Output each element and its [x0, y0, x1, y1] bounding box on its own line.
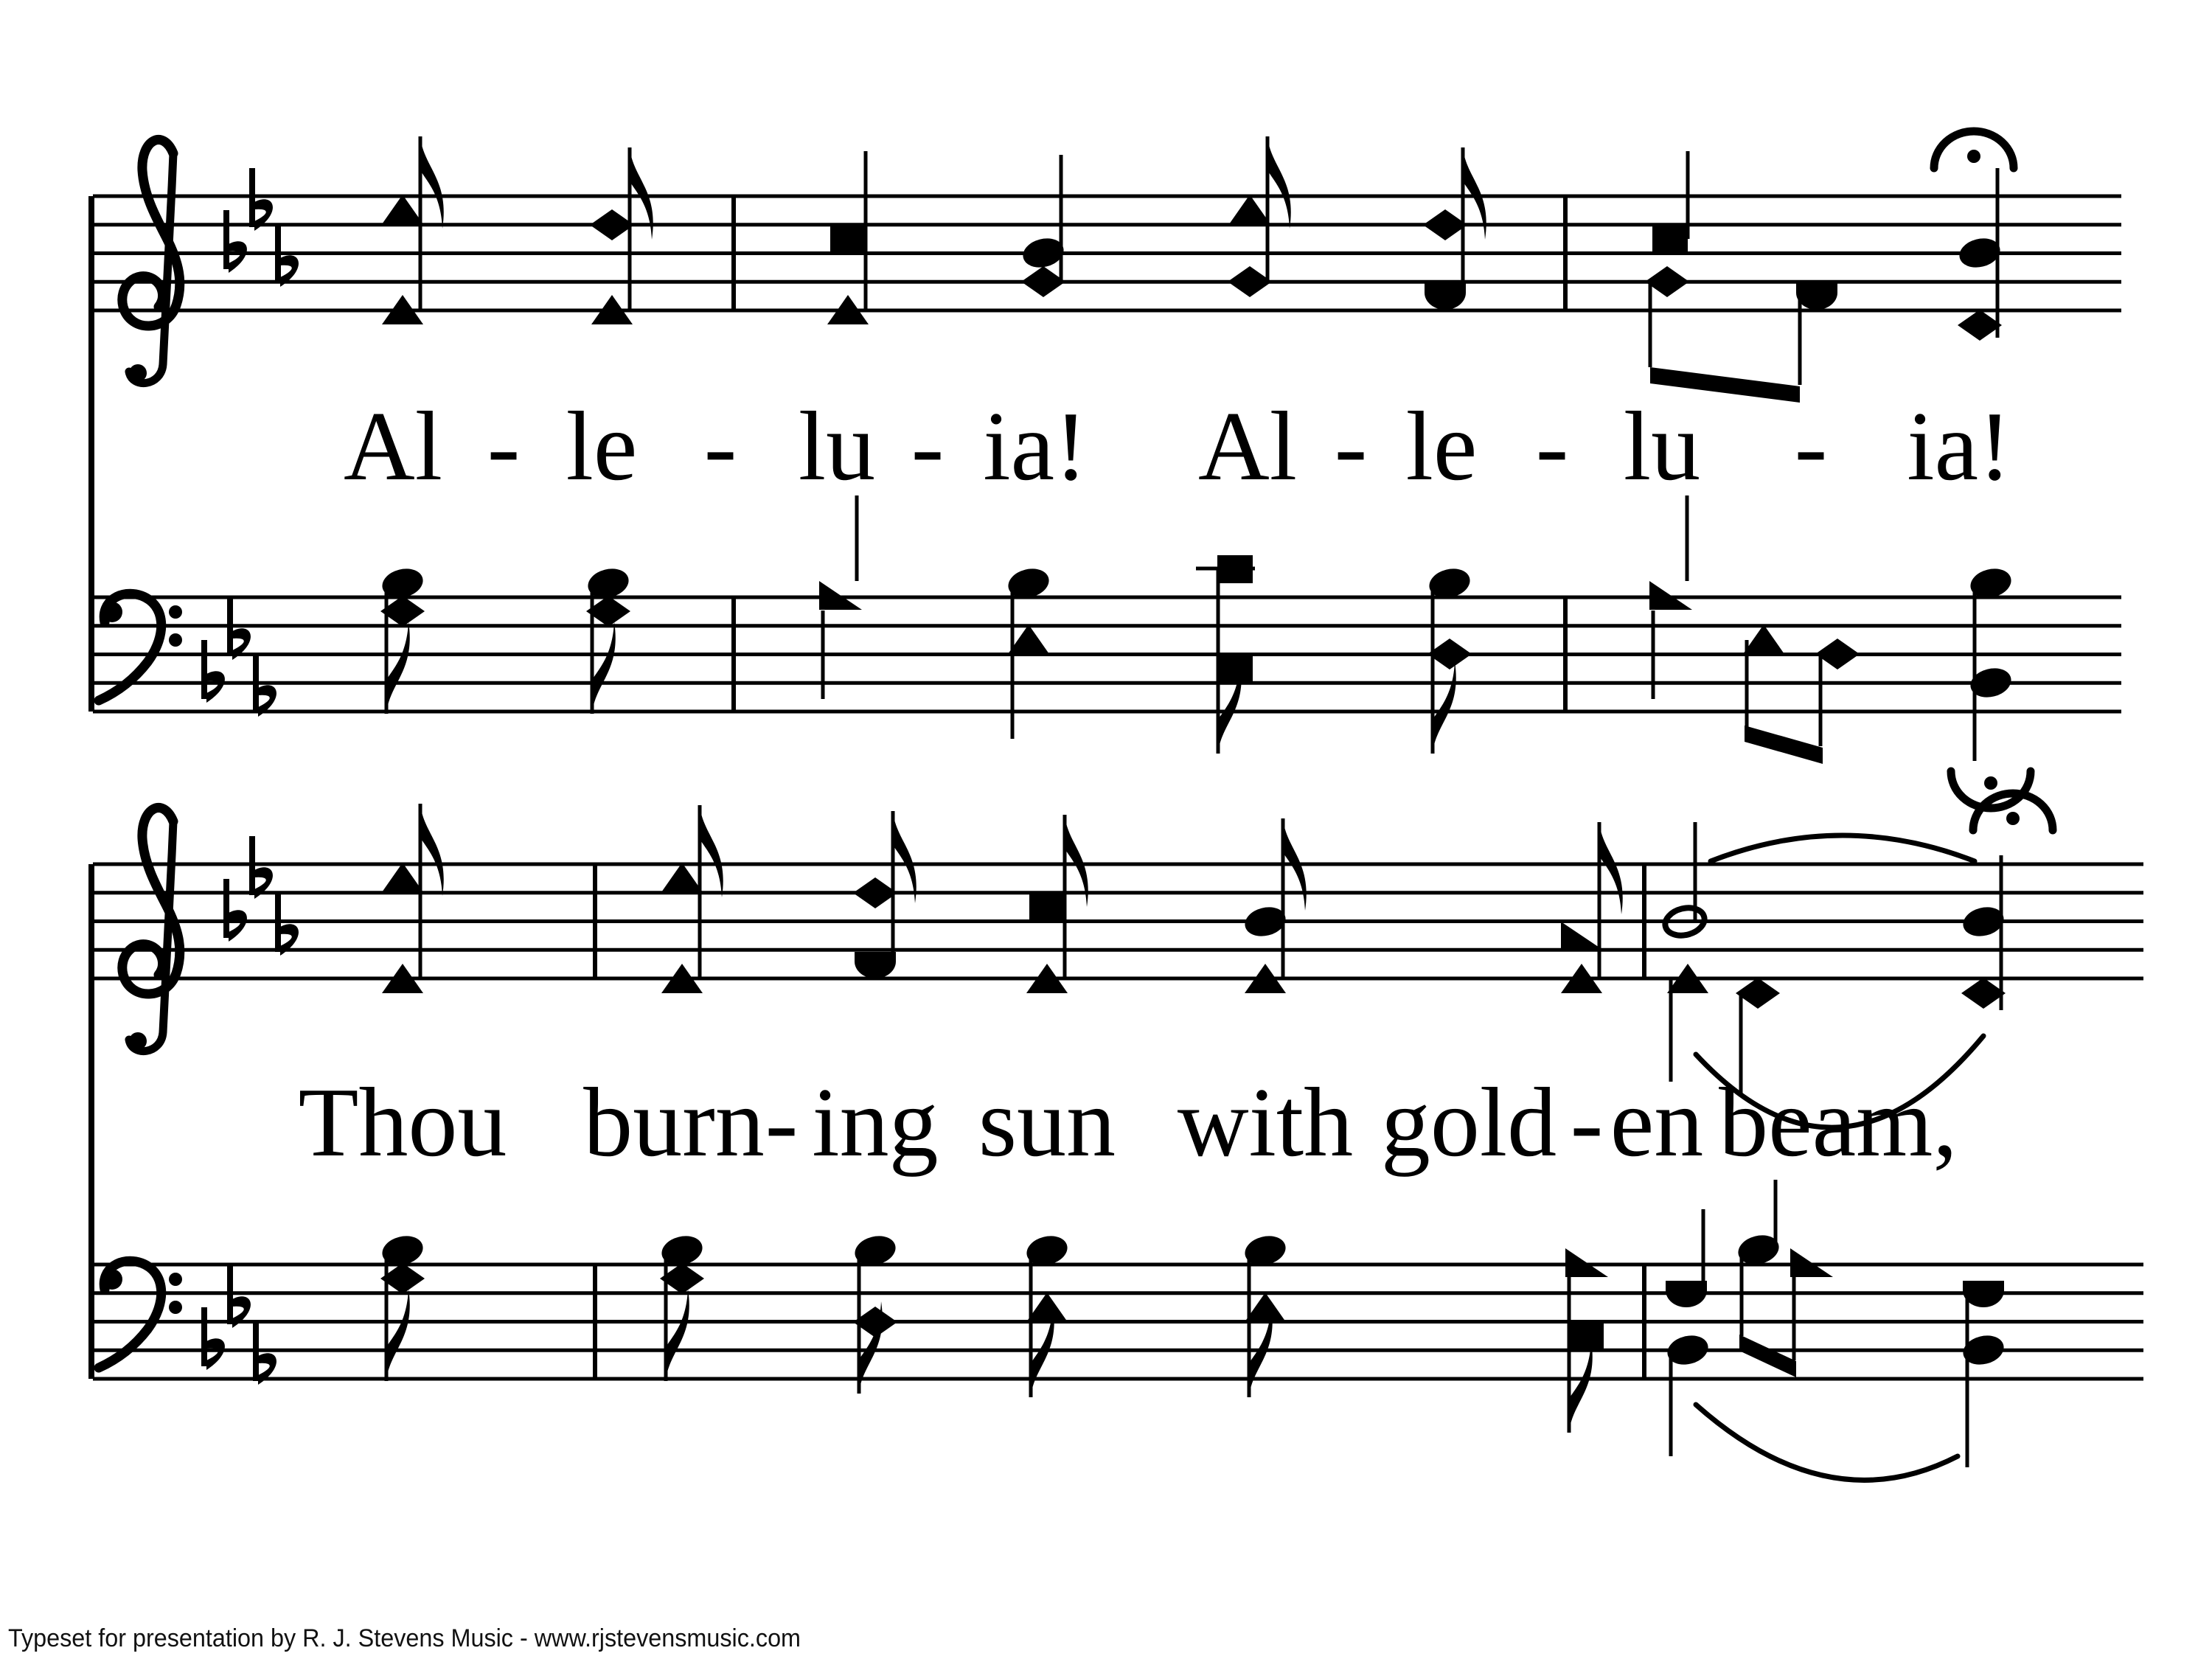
note-stem: [1819, 654, 1823, 746]
chord: [827, 151, 869, 324]
lyric-syllable: -: [911, 392, 945, 501]
notehead-re-semicircle: [855, 952, 896, 978]
flat-sign-icon: [249, 836, 255, 895]
fermata-icon: [1984, 776, 1997, 790]
eighth-flag-icon: [420, 804, 444, 896]
tie-slur: [1696, 1405, 1958, 1480]
chord: [1815, 639, 1860, 746]
lyrics-line-2: [299, 1068, 1958, 1177]
barline: [731, 196, 736, 310]
chord: [585, 565, 632, 714]
staff-line: [93, 195, 2121, 198]
chord: [1217, 555, 1253, 754]
note-stem: [1694, 822, 1697, 919]
staff-line: [93, 624, 2121, 627]
chord: [1796, 283, 1837, 385]
note-stem: [855, 495, 859, 581]
eighth-flag-icon: [386, 1289, 410, 1381]
chord: [1026, 815, 1088, 993]
notehead-do-triangle: [661, 863, 703, 892]
notehead-mi-diamond: [590, 209, 634, 240]
lyric-syllable: Al: [344, 392, 442, 501]
staves-group: [93, 195, 2143, 1381]
treble-clef-icon: [129, 364, 147, 382]
flat-sign-icon: [223, 210, 229, 269]
chord: [382, 804, 444, 993]
barline: [593, 864, 597, 979]
notehead-mi-diamond: [853, 877, 897, 908]
lyric-syllable: lu: [798, 392, 876, 501]
chord: [1967, 565, 2014, 761]
notehead-do-triangle: [1743, 625, 1784, 654]
flat-sign-icon: [275, 224, 281, 283]
lyric-syllable: -: [1794, 392, 1828, 501]
fermata-icon: [1934, 131, 2014, 168]
chord: [1423, 147, 1486, 310]
staff-line: [93, 1349, 2143, 1352]
barline: [1563, 196, 1568, 310]
chord: [1426, 565, 1473, 754]
note-stem: [1011, 583, 1015, 739]
eighth-flag-icon: [420, 136, 444, 229]
notehead-do-triangle: [382, 195, 423, 224]
note-stem: [821, 611, 825, 699]
notehead-la-square: [1568, 1322, 1604, 1350]
flat-sign-icon: [201, 1307, 225, 1370]
flat-sign-icon: [275, 224, 299, 287]
lyric-syllable: lu: [1623, 392, 1701, 501]
lyric-syllable: with: [1177, 1068, 1354, 1177]
fermata-icon: [1967, 150, 1980, 163]
notehead-do-triangle: [1229, 195, 1270, 224]
bass-clef-icon: [169, 633, 182, 647]
lyric-syllable: -: [1334, 392, 1368, 501]
chord: [1561, 822, 1623, 993]
flat-sign-icon: [249, 168, 273, 231]
flat-sign-icon: [275, 893, 281, 952]
notehead-re-semicircle: [1425, 283, 1466, 310]
lyric-syllable: ia!: [983, 392, 1088, 501]
chord: [1960, 1281, 2007, 1467]
flat-sign-icon: [201, 640, 225, 703]
lyric-syllable: le: [1405, 392, 1478, 501]
staff-line: [93, 251, 2121, 255]
clefs-group: [99, 140, 182, 1368]
lyric-syllable: beam,: [1719, 1068, 1958, 1177]
note-stem: [1652, 611, 1655, 699]
chord: [379, 1232, 426, 1381]
barline: [593, 1265, 597, 1379]
chord: [379, 565, 426, 714]
flat-sign-icon: [223, 879, 229, 938]
chord: [382, 136, 444, 324]
chord: [1242, 818, 1307, 993]
flat-sign-icon: [253, 654, 259, 713]
barlines-group: [88, 196, 1646, 1379]
lyrics-group: [299, 392, 2011, 1177]
lyric-syllable: Al: [1198, 392, 1297, 501]
notehead-la-square: [1652, 225, 1688, 253]
eighth-flag-icon: [700, 805, 723, 897]
chord: [1664, 1332, 1711, 1456]
flat-sign-icon: [223, 210, 247, 273]
bass-clef-icon: [169, 605, 182, 619]
chord: [852, 1232, 899, 1394]
note-stem: [1966, 1293, 1969, 1467]
lyric-syllable: gold: [1380, 1068, 1557, 1177]
note-stem: [1060, 155, 1063, 282]
chord: [1666, 1209, 1707, 1307]
key-signature-group: [201, 168, 299, 1385]
notehead-re-semicircle: [1796, 283, 1837, 310]
staff-line: [93, 919, 2143, 923]
notehead-la-square: [1217, 654, 1253, 682]
barline: [1563, 597, 1568, 712]
staff-line: [93, 948, 2143, 952]
chord: [1645, 266, 1689, 367]
notehead-mi-diamond: [1961, 978, 2006, 1009]
flat-sign-icon: [201, 640, 207, 699]
treble-clef: [122, 140, 180, 383]
note-stem: [1798, 296, 1802, 385]
chord: [1023, 1232, 1071, 1397]
barline: [731, 597, 736, 712]
note-stem: [1669, 979, 1673, 1082]
flat-sign-icon: [227, 1265, 251, 1328]
flat-sign-icon: [206, 1338, 225, 1370]
flat-sign-icon: [229, 910, 247, 942]
chord: [853, 811, 917, 978]
lyric-syllable: ia!: [1907, 392, 2011, 501]
notehead-mi-diamond: [1958, 310, 2002, 341]
note-stem: [1669, 1350, 1673, 1456]
flat-sign-icon: [253, 1322, 276, 1385]
note-stem: [1649, 282, 1652, 367]
lyrics-line-1: [344, 392, 2011, 501]
notehead-mi-diamond: [1228, 266, 1272, 297]
lyric-syllable: -: [487, 392, 521, 501]
flat-sign-icon: [227, 597, 251, 660]
notehead-mi-diamond: [1423, 209, 1467, 240]
staff-line: [93, 863, 2143, 866]
lyric-syllable: Thou: [298, 1068, 507, 1177]
tie-slur: [1711, 835, 1975, 861]
flat-sign-icon: [229, 241, 247, 273]
eighth-flag-icon: [592, 622, 616, 714]
lyric-syllable: -: [765, 1068, 799, 1177]
notehead-la-square: [830, 225, 866, 253]
barline: [88, 864, 94, 1379]
notehead-la-square: [1029, 893, 1065, 921]
eighth-flag-icon: [1267, 136, 1291, 229]
lyric-syllable: -: [1570, 1068, 1604, 1177]
notes-group: [379, 136, 2014, 1467]
footer-text: Typeset for presentation by R. J. Stevens Music - www.rjstevensmusic.com: [8, 1624, 801, 1652]
flat-sign-icon: [227, 597, 233, 656]
eighth-flag-icon: [1433, 661, 1456, 754]
lyric-syllable: -: [703, 392, 737, 501]
barline: [1642, 864, 1646, 979]
treble-clef: [122, 808, 180, 1051]
notehead-fa-triangle: [1561, 922, 1604, 950]
treble-clef-icon: [129, 1032, 147, 1050]
note-stem: [1792, 1263, 1796, 1360]
chord: [1735, 1180, 1782, 1336]
flat-sign-icon: [275, 893, 299, 956]
treble-clef-icon: [163, 153, 173, 364]
staff-line: [93, 1377, 2143, 1381]
eighth-flag-icon: [666, 1289, 689, 1381]
staff-line: [93, 1320, 2143, 1324]
note-stem: [1740, 1250, 1744, 1336]
chord: [1960, 855, 2007, 1010]
note-stem: [2000, 855, 2003, 1010]
note-stem: [1686, 495, 1689, 581]
flat-sign-icon: [227, 1265, 233, 1324]
flat-sign-icon: [253, 654, 276, 717]
chord: [1956, 168, 2003, 341]
treble-clef-icon: [163, 821, 173, 1032]
notehead-mi-diamond: [1021, 266, 1065, 297]
chord: [661, 805, 723, 993]
fermata-icon: [2006, 812, 2020, 825]
eighth-flag-icon: [1599, 822, 1623, 914]
lyric-syllable: ing: [812, 1068, 939, 1177]
note-stem: [1973, 583, 1977, 761]
flat-sign-icon: [253, 1322, 259, 1381]
chord: [658, 1232, 706, 1381]
lyric-syllable: le: [566, 392, 638, 501]
notehead-re-semicircle: [1666, 1281, 1707, 1307]
flat-sign-icon: [201, 1307, 207, 1366]
lyric-syllable: burn: [583, 1068, 765, 1177]
lyric-syllable: sun: [978, 1068, 1116, 1177]
chord: [1565, 1248, 1608, 1433]
eighth-flag-icon: [893, 811, 917, 903]
lyric-syllable: -: [1535, 392, 1569, 501]
bass-clef-icon: [169, 1301, 182, 1314]
notehead-do-triangle: [382, 863, 423, 892]
lyric-syllable: en: [1610, 1068, 1704, 1177]
chord: [1242, 1232, 1289, 1397]
flat-sign-icon: [223, 879, 247, 942]
chord: [590, 147, 653, 324]
bass-clef-icon: [169, 1273, 182, 1286]
beam: [1745, 726, 1823, 764]
chord: [1652, 151, 1690, 253]
notehead-la-square: [1217, 555, 1253, 583]
eighth-flag-icon: [1569, 1340, 1593, 1433]
eighth-flag-icon: [386, 622, 410, 714]
barline: [1642, 1265, 1646, 1379]
staff-line: [93, 710, 2121, 714]
flat-sign-icon: [206, 671, 225, 703]
chord: [1228, 136, 1291, 297]
flat-sign-icon: [249, 836, 273, 899]
note-stem: [1702, 1209, 1705, 1293]
flat-sign-icon: [249, 168, 255, 227]
barline: [88, 196, 94, 712]
beam: [1739, 1335, 1796, 1377]
